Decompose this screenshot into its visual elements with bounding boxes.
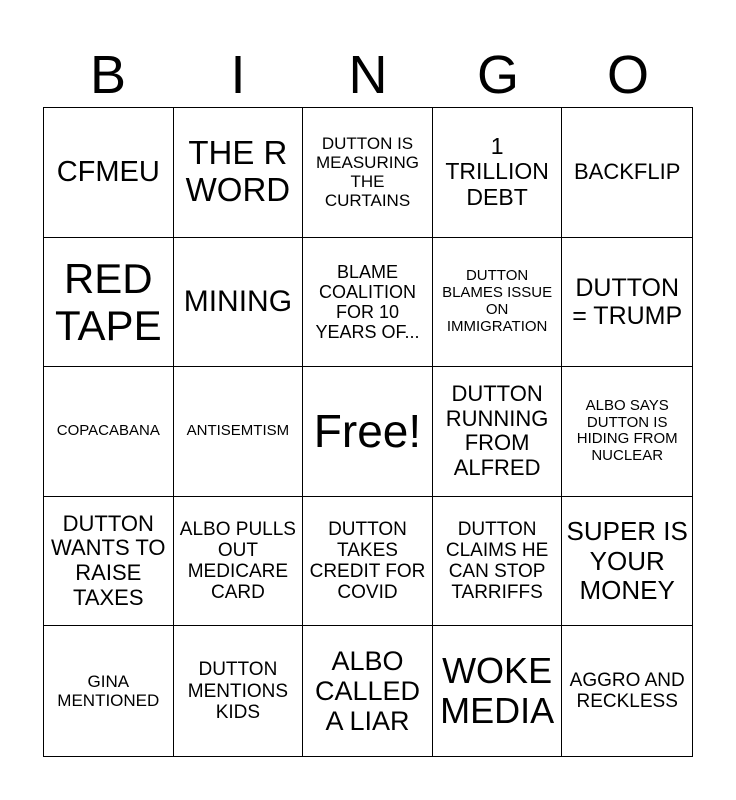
bingo-cell-label: DUTTON IS MEASURING THE CURTAINS — [316, 134, 419, 211]
bingo-cell[interactable] — [562, 108, 692, 238]
bingo-board — [43, 107, 693, 757]
header-letter-i: I — [230, 45, 246, 105]
bingo-cell-label: SUPER IS YOUR MONEY — [566, 516, 688, 605]
bingo-cell-label: CFMEU — [56, 156, 160, 189]
bingo-cell[interactable] — [303, 367, 433, 497]
bingo-cell[interactable] — [44, 367, 174, 497]
bingo-cell-label: DUTTON TAKES CREDIT FOR COVID — [309, 518, 426, 604]
bingo-cell-label: AGGRO AND RECKLESS — [569, 669, 685, 713]
bingo-cell[interactable] — [303, 626, 433, 756]
bingo-cell[interactable] — [303, 238, 433, 368]
bingo-cell-label: ALBO CALLED A LIAR — [314, 645, 421, 737]
bingo-cell[interactable] — [174, 238, 304, 368]
bingo-cell[interactable] — [303, 108, 433, 238]
bingo-header — [43, 44, 693, 106]
bingo-cell-label: ANTISEMTISM — [186, 422, 290, 440]
bingo-cell[interactable] — [433, 238, 563, 368]
bingo-cell-label: 1 TRILLION DEBT — [445, 132, 549, 211]
bingo-cell[interactable] — [433, 108, 563, 238]
header-letter-g: G — [476, 45, 519, 105]
header-letter-b: B — [89, 45, 127, 105]
bingo-cell[interactable] — [174, 367, 304, 497]
bingo-cell-label: DUTTON RUNNING FROM ALFRED — [445, 381, 549, 481]
bingo-cell[interactable] — [433, 626, 563, 756]
bingo-cell[interactable] — [562, 626, 692, 756]
bingo-cell[interactable] — [44, 238, 174, 368]
bingo-cell[interactable] — [174, 108, 304, 238]
bingo-cell-label: ALBO SAYS DUTTON IS HIDING FROM NUCLEAR — [576, 396, 678, 465]
bingo-cell[interactable] — [44, 497, 174, 627]
bingo-cell[interactable] — [174, 626, 304, 756]
bingo-cell-label: DUTTON CLAIMS HE CAN STOP TARRIFFS — [445, 518, 549, 604]
bingo-cell-label: WOKE MEDIA — [440, 649, 555, 732]
bingo-cell-label: ALBO PULLS OUT MEDICARE CARD — [179, 518, 296, 604]
bingo-cell[interactable] — [562, 238, 692, 368]
bingo-cell-label: COPACABANA — [56, 422, 160, 440]
bingo-cell[interactable] — [44, 108, 174, 238]
bingo-cell[interactable] — [44, 626, 174, 756]
header-letter-n: N — [348, 45, 388, 105]
header-letter-o: O — [606, 45, 649, 105]
bingo-cell-label: DUTTON MENTIONS KIDS — [187, 659, 289, 723]
bingo-cell[interactable] — [433, 367, 563, 497]
bingo-cell-label: BACKFLIP — [574, 158, 681, 184]
bingo-cell-label: DUTTON WANTS TO RAISE TAXES — [51, 510, 166, 610]
bingo-cell-label: Free! — [313, 404, 422, 457]
bingo-cell-label: BLAME COALITION FOR 10 YEARS OF... — [315, 261, 420, 343]
bingo-cell[interactable] — [303, 497, 433, 627]
bingo-cell[interactable] — [562, 497, 692, 627]
bingo-cell[interactable] — [562, 367, 692, 497]
bingo-cell[interactable] — [174, 497, 304, 627]
bingo-cell-label: RED TAPE — [55, 254, 162, 349]
bingo-cell-label: GINA MENTIONED — [57, 672, 160, 711]
bingo-cell-label: THE R WORD — [185, 134, 291, 209]
bingo-cell[interactable] — [433, 497, 563, 627]
bingo-cell-label: DUTTON = TRUMP — [572, 273, 683, 330]
bingo-cell-label: MINING — [183, 285, 293, 319]
bingo-cell-label: DUTTON BLAMES ISSUE ON IMMIGRATION — [442, 267, 553, 335]
